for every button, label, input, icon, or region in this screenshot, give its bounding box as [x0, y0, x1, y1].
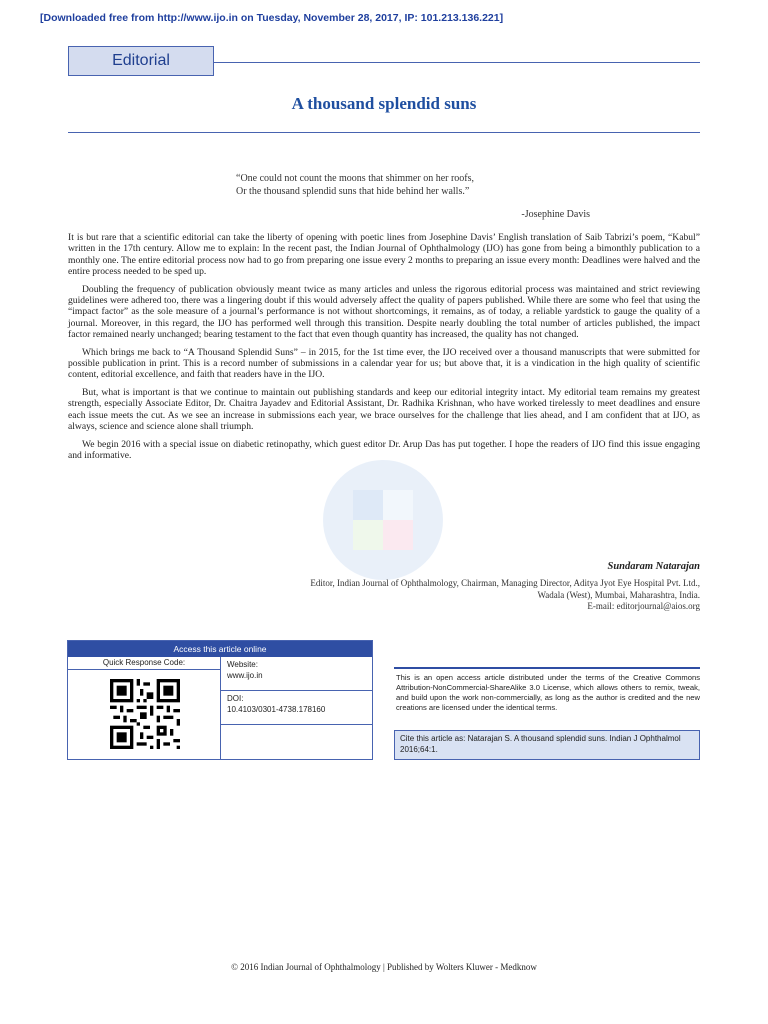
qr-label: Quick Response Code:: [68, 657, 220, 670]
paragraph: But, what is important is that we continue to maintain out publishing standards and keep our editorial integrity intact. My editorial team remains my greatest strength, especially Associate Editor, Dr. Chaitra Jayadev and Editorial Assistant, Dr. Radhika Krishnan, who have worked tirelessly to meet deadlines and ensure each issue meets the cut. As we see an increase in submissions each year, we brace ourselves for the challenge that lies ahead, and I am confident that at IJO, as always, science and science alone shall triumph.: [68, 386, 700, 433]
title-divider: [68, 132, 700, 133]
epigraph-author: -Josephine Davis: [521, 209, 590, 220]
article-title: A thousand splendid suns: [291, 94, 477, 113]
epigraph: [236, 172, 596, 198]
access-box-header: Access this article online: [68, 641, 372, 657]
page-footer: © 2016 Indian Journal of Ophthalmology | Published by Wolters Kluwer - Medknow: [231, 962, 537, 972]
article-body: [68, 232, 700, 467]
qr-code-icon[interactable]: [110, 679, 180, 749]
epigraph-line-2: Or the thousand splendid suns that hide behind her walls.”: [236, 186, 470, 197]
paragraph: It is but rare that a scientific editorial can take the liberty of opening with poetic lines from Josephine Davis’ English translation of Saib Tabrizi’s poem, “Kabul” written in the 17th century. Allow me to explain: In the recent past, the Indian Journal of Ophthalmology (IJO) has gone from being a bimonthly publication to a monthly one. The entire editorial process now had to go from preparing one issue every 2 months to preparing an issue every month: Deadlines were halved and the entire process needed to be sped up.: [68, 232, 700, 278]
citation-box: Cite this article as: Natarajan S. A thousand splendid suns. Indian J Ophthalmol 2016;64:1.: [394, 730, 700, 760]
access-article-box: [67, 640, 373, 760]
article-links-column: [221, 657, 372, 759]
epigraph-line-1: “One could not count the moons that shimmer on her roofs,: [236, 173, 475, 184]
author-affiliation: [200, 578, 700, 613]
paragraph: Doubling the frequency of publication obviously meant twice as many articles and unless the rigorous editorial process was maintained and strict reviewing guidelines were adhered too, there was a lingering doubt if this would adversely affect the quality of papers published. While there are some who feel that using the “impact factor” as the sole measure of a journal’s performance is not without shortcomings, it remains, as of today, a reliable yardstick to gauge the quality of a journal. Moreover, in this regard, the IJO has performed well through this transition. Despite nearly doubling the total number of articles published, the impact factor remained nearly unchanged; bearing testament to the fact that even though quantity has increased, the quality has not changed.: [68, 283, 700, 341]
website-row: [221, 657, 372, 691]
website-link[interactable]: www.ijo.in: [227, 671, 263, 680]
affiliation-line-1: Editor, Indian Journal of Ophthalmology, Chairman, Managing Director, Aditya Jyot Eye Hospital Pvt. Ltd.,: [310, 578, 700, 588]
doi-row: [221, 691, 372, 725]
section-label: Editorial: [68, 46, 214, 76]
download-banner: [Downloaded free from http://www.ijo.in on Tuesday, November 28, 2017, IP: 101.213.136.221]: [40, 12, 504, 24]
affiliation-line-2: Wadala (West), Mumbai, Maharashtra, India.: [537, 589, 700, 600]
doi-link[interactable]: 10.4103/0301-4738.178160: [227, 705, 326, 714]
author-email[interactable]: E-mail: editorjournal@aios.org: [587, 601, 700, 611]
paragraph: We begin 2016 with a special issue on diabetic retinopathy, which guest editor Dr. Arup Das has put together. I hope the readers of IJO find this issue engaging and informative.: [68, 438, 700, 461]
section-divider: [214, 62, 700, 63]
doi-label: DOI:: [227, 694, 244, 703]
qr-column: [68, 657, 221, 759]
open-access-divider: [394, 667, 700, 669]
open-access-notice: This is an open access article distributed under the terms of the Creative Commons Attribution-NonCommercial-ShareAlike 3.0 License, which allows others to remix, tweak, and build upon the work non-commercially, as long as the author is credited and the new creations are licensed under the identical terms.: [396, 673, 700, 712]
paragraph: Which brings me back to “A Thousand Splendid Suns” – in 2015, for the 1st time ever, the IJO received over a thousand manuscripts that were submitted for possible publication in print. This is a record number of submissions in a calendar year for us; but above that, it is a vindication in the high quality of scientific content, editorial excellence, and faith that readers have in the IJO.: [68, 346, 700, 381]
website-label: Website:: [227, 660, 258, 669]
author-name: Sundaram Natarajan: [607, 561, 700, 572]
